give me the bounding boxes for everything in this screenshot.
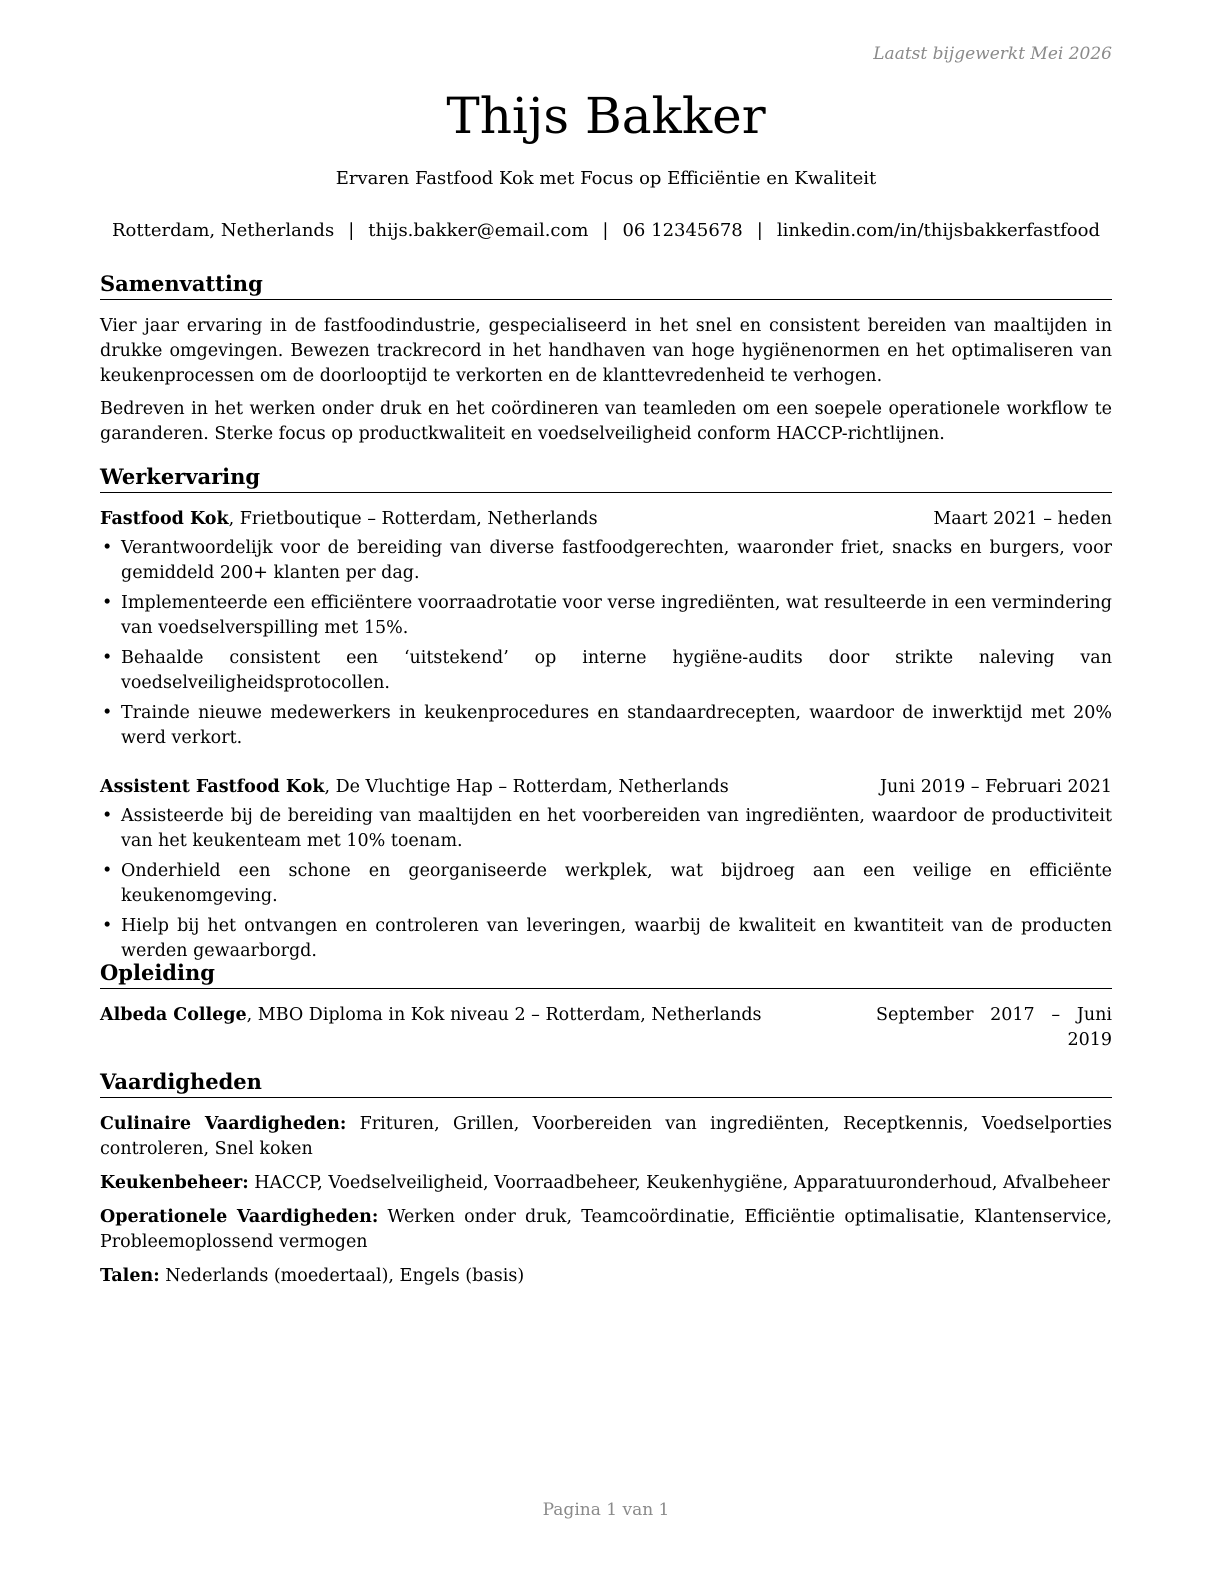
- bullet-text: Assisteerde bij de bereiding van maaltijden en het voorbereiden van ingrediënten, waardoor de productiviteit van het keukenteam met 10% toenam.: [121, 806, 1112, 851]
- last-updated: Laatst bijgewerkt Mei 2026: [873, 44, 1112, 64]
- skill-value: Werken onder druk, Teamcoördinatie, Efficiëntie optimalisatie, Klantenservice, Probleemoplossend vermogen: [100, 1207, 1112, 1252]
- bullet-text: Onderhield een schone en georganiseerde werkplek, wat bijdroeg aan een veilige en efficiënte keukenomgeving.: [121, 861, 1112, 906]
- list-item: [100, 914, 1112, 964]
- list-item: [100, 859, 1112, 909]
- bullet-text: Verantwoordelijk voor de bereiding van diverse fastfoodgerechten, waaronder friet, snacks en burgers, voor gemiddeld 200+ klanten per dag.: [121, 538, 1112, 583]
- job-entry: [100, 507, 1112, 756]
- summary-block: [100, 314, 1112, 447]
- job-company: , Frietboutique – Rotterdam, Netherlands: [228, 509, 598, 529]
- contact-line: [28, 219, 1184, 243]
- job-header: [100, 507, 1112, 532]
- bullet-icon: •: [102, 538, 113, 558]
- skill-row: [100, 1171, 1112, 1196]
- job-date: Juni 2019 – Februari 2021: [879, 777, 1112, 797]
- job-bullets: [100, 536, 1112, 751]
- section-title-summary: Samenvatting: [100, 271, 1112, 300]
- page-number: Pagina 1 van 1: [542, 1500, 670, 1520]
- education-detail: [100, 1003, 762, 1053]
- job-title: Assistent Fastfood Kok: [100, 777, 325, 797]
- list-item: [100, 804, 1112, 854]
- job-bullets: [100, 804, 1112, 964]
- bullet-icon: •: [102, 703, 113, 723]
- job-role: [100, 507, 598, 532]
- bullet-text: Behaalde consistent een ‘uitstekend’ op interne hygiëne-audits door strikte naleving van voedselveiligheidsprotocollen.: [121, 648, 1112, 693]
- section-title-skills: Vaardigheden: [100, 1069, 1112, 1098]
- job-entry: [100, 775, 1112, 969]
- list-item: [100, 536, 1112, 586]
- bullet-text: Hielp bij het ontvangen en controleren van leveringen, waarbij de kwaliteit en kwantiteit van de producten werden gewaarborgd.: [121, 916, 1112, 961]
- contact-separator: |: [348, 220, 355, 241]
- section-title-education: Opleiding: [100, 960, 1112, 989]
- bullet-icon: •: [102, 916, 113, 936]
- skill-row: [100, 1112, 1112, 1162]
- bullet-icon: •: [102, 806, 113, 826]
- contact-linkedin[interactable]: linkedin.com/in/thijsbakkerfastfood: [776, 220, 1100, 241]
- contact-email[interactable]: thijs.bakker@email.com: [368, 220, 589, 241]
- page-title: Thijs Bakker: [446, 87, 766, 145]
- skill-value: Frituren, Grillen, Voorbereiden van ingrediënten, Receptkennis, Voedselporties controleren, Snel koken: [100, 1114, 1112, 1159]
- skill-value: HACCP, Voedselveiligheid, Voorraadbeheer, Keukenhygiëne, Apparatuuronderhoud, Afvalbeheer: [248, 1173, 1110, 1193]
- summary-paragraph: Bedreven in het werken onder druk en het coördineren van teamleden om een soepele operationele workflow te garanderen. Sterke focus op productkwaliteit en voedselveiligheid conform HACCP-richtlijnen.: [100, 399, 1112, 444]
- contact-location: Rotterdam, Netherlands: [111, 220, 335, 241]
- skill-label: Culinaire Vaardigheden:: [100, 1114, 347, 1134]
- list-item: [100, 701, 1112, 751]
- section-title-experience: Werkervaring: [100, 464, 1112, 493]
- skill-value: Nederlands (moedertaal), Engels (basis): [159, 1266, 525, 1286]
- job-title: Fastfood Kok: [100, 509, 229, 529]
- contact-separator: |: [602, 220, 609, 241]
- skill-label: Talen:: [100, 1266, 160, 1286]
- skill-row: [100, 1264, 1112, 1289]
- education-entry: [100, 1003, 1112, 1053]
- education-date: September 2017 – Juni 2019: [876, 1005, 1112, 1050]
- subtitle: Ervaren Fastfood Kok met Focus op Efficiëntie en Kwaliteit: [335, 168, 877, 189]
- bullet-icon: •: [102, 648, 113, 668]
- job-date: Maart 2021 – heden: [933, 509, 1112, 529]
- bullet-text: Implementeerde een efficiëntere voorraadrotatie voor verse ingrediënten, wat resulteerde in een vermindering van voedselverspilling met 15%.: [121, 593, 1112, 638]
- education-school: Albeda College: [100, 1005, 247, 1025]
- skill-label: Keukenbeheer:: [100, 1173, 249, 1193]
- job-header: [100, 775, 1112, 800]
- contact-phone: 06 12345678: [622, 220, 743, 241]
- summary-paragraph: Vier jaar ervaring in de fastfoodindustrie, gespecialiseerd in het snel en consistent bereiden van maaltijden in drukke omgevingen. Bewezen trackrecord in het handhaven van hoge hygiënenormen en het optimaliseren van keukenprocessen om de doorlooptijd te verkorten en de klanttevredenheid te verhogen.: [100, 316, 1112, 386]
- job-role: [100, 775, 729, 800]
- resume-page: [100, 0, 1112, 1584]
- list-item: [100, 646, 1112, 696]
- contact-separator: |: [756, 220, 763, 241]
- bullet-icon: •: [102, 593, 113, 613]
- skill-label: Operationele Vaardigheden:: [100, 1207, 379, 1227]
- bullet-text: Trainde nieuwe medewerkers in keukenprocedures en standaardrecepten, waardoor de inwerktijd met 20% werd verkort.: [121, 703, 1112, 748]
- education-row: [100, 1003, 1112, 1053]
- bullet-icon: •: [102, 861, 113, 881]
- list-item: [100, 591, 1112, 641]
- skill-row: [100, 1205, 1112, 1255]
- education-program: , MBO Diploma in Kok niveau 2 – Rotterdam, Netherlands: [246, 1005, 762, 1025]
- job-company: , De Vluchtige Hap – Rotterdam, Netherlands: [324, 777, 729, 797]
- skills-block: [100, 1112, 1112, 1298]
